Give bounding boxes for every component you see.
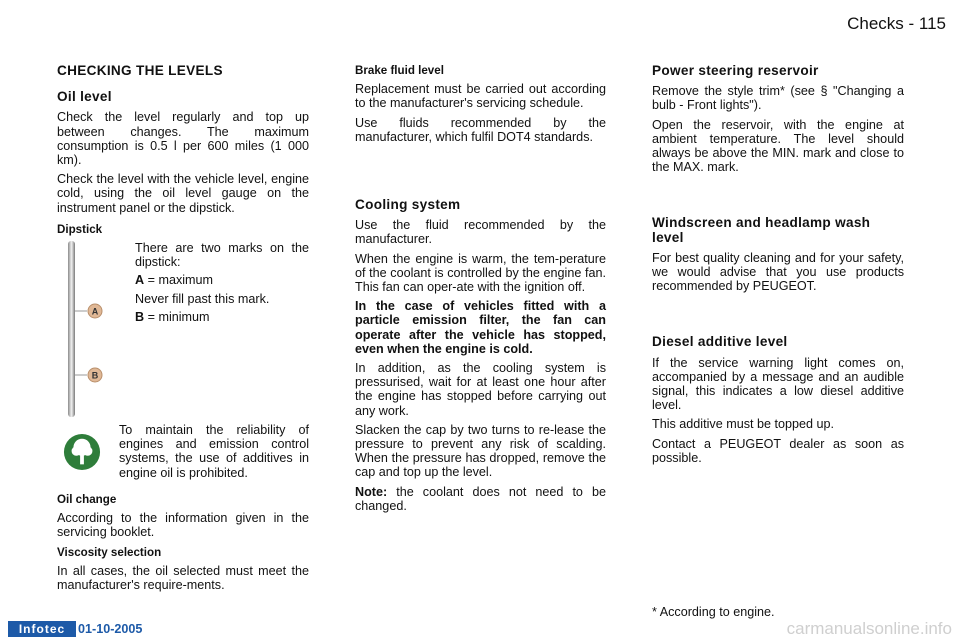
cooling-paragraph-4: In addition, as the cooling system is pressurised, wait for at least one hour after the engine has stopped before carrying out any work. [355,361,606,418]
power-steering-heading: Power steering reservoir [652,63,819,78]
brake-fluid-paragraph-1: Replacement must be carried out according to the manufacturer's servicing schedule. [355,82,606,111]
watermark: carmanualsonline.info [786,619,952,638]
dipstick-intro: There are two marks on the dipstick: [135,241,309,270]
brake-fluid-heading: Brake fluid level [355,64,444,77]
column-right [652,64,904,470]
oil-level-paragraph-2: Check the level with the vehicle level, engine cold, using the oil level gauge on the instrument panel or the dipstick. [57,172,309,215]
never-fill-note: Never fill past this mark. [135,291,270,306]
diesel-additive-paragraph-2: This additive must be topped up. [652,417,835,432]
infotec-logo: Infotec [8,621,76,637]
power-steering-paragraph-2: Open the reservoir, with the engine at ambient temperature. The level should always be above the MIN. mark and close to the MAX. mark. [652,117,904,175]
column-middle [355,64,606,518]
section-title: CHECKING THE LEVELS [57,63,223,78]
svg-text:B: B [91,370,99,381]
cooling-system-heading: Cooling system [355,197,461,213]
wash-level-heading: Windscreen and headlamp wash level [652,215,871,245]
oil-change-text: According to the information given in the servicing booklet. [57,511,309,540]
footnote: * According to engine. [652,605,775,619]
cooling-paragraph-1: Use the fluid recommended by the manufacturer. [355,218,606,247]
dipstick-illustration [57,241,127,419]
note-label: Note: [355,484,388,499]
oil-change-heading: Oil change [57,493,117,507]
cooling-paragraph-5: Slacken the cap by two turns to re-lease the pressure to prevent any risk of scalding. When the pressure has dropped, remove the cap and top up the level. [355,422,606,480]
cooling-paragraph-3: In the case of vehicles fitted with a particle emission filter, the fan can operate after the vehicle has stopped, even when the engine is cold. [355,299,606,356]
mark-b-line [135,310,309,324]
dipstick-block [57,241,309,421]
viscosity-heading: Viscosity selection [57,545,162,559]
footer-date: 01-10-2005 [78,622,143,636]
dipstick-text [135,241,309,328]
oil-level-paragraph-1: Check the level regularly and top up between changes. The maximum consumption is 0.5 l per 600 miles (1 000 km). [57,110,309,168]
viscosity-text: In all cases, the oil selected must meet the manufacturer's require-ments. [57,563,309,593]
svg-text:A: A [91,306,99,317]
mark-a-text: = maximum [144,273,214,288]
note-text: the coolant does not need to be changed. [355,484,606,513]
diesel-additive-paragraph-1: If the service warning light comes on, accompanied by a message and an audible signal, this indicates a low diesel additive level. [652,355,904,413]
diesel-additive-paragraph-3: Contact a PEUGEOT dealer as soon as possible. [652,436,904,465]
coolant-note [355,485,606,513]
power-steering-paragraph-1: Remove the style trim* (see § "Changing a bulb - Front lights"). [652,84,904,113]
tree-environment-icon [63,433,101,471]
mark-b-text: = minimum [144,309,210,324]
column-left [57,64,309,597]
page-footer [0,619,960,639]
environment-note-text: To maintain the reliability of engines and emission control systems, the use of additives in engine oil is prohibited. [119,423,309,480]
diesel-additive-heading: Diesel additive level [652,334,788,350]
cooling-paragraph-2: When the engine is warm, the tem-perature of the coolant is controlled by the engine fan. This fan can oper-ate with the ignition off. [355,251,606,295]
page-header: Checks - 115 [847,14,946,33]
mark-b-letter: B [135,309,145,324]
brake-fluid-paragraph-2: Use fluids recommended by the manufacturer, which fulfil DOT4 standards. [355,115,606,144]
oil-level-heading: Oil level [57,89,112,105]
mark-a-line [135,273,309,287]
wash-level-paragraph-1: For best quality cleaning and for your safety, we would advise that you use products recommended by PEUGEOT. [652,250,904,294]
dipstick-heading: Dipstick [57,222,103,236]
environment-note-block [57,423,309,493]
mark-a-letter: A [135,273,145,288]
